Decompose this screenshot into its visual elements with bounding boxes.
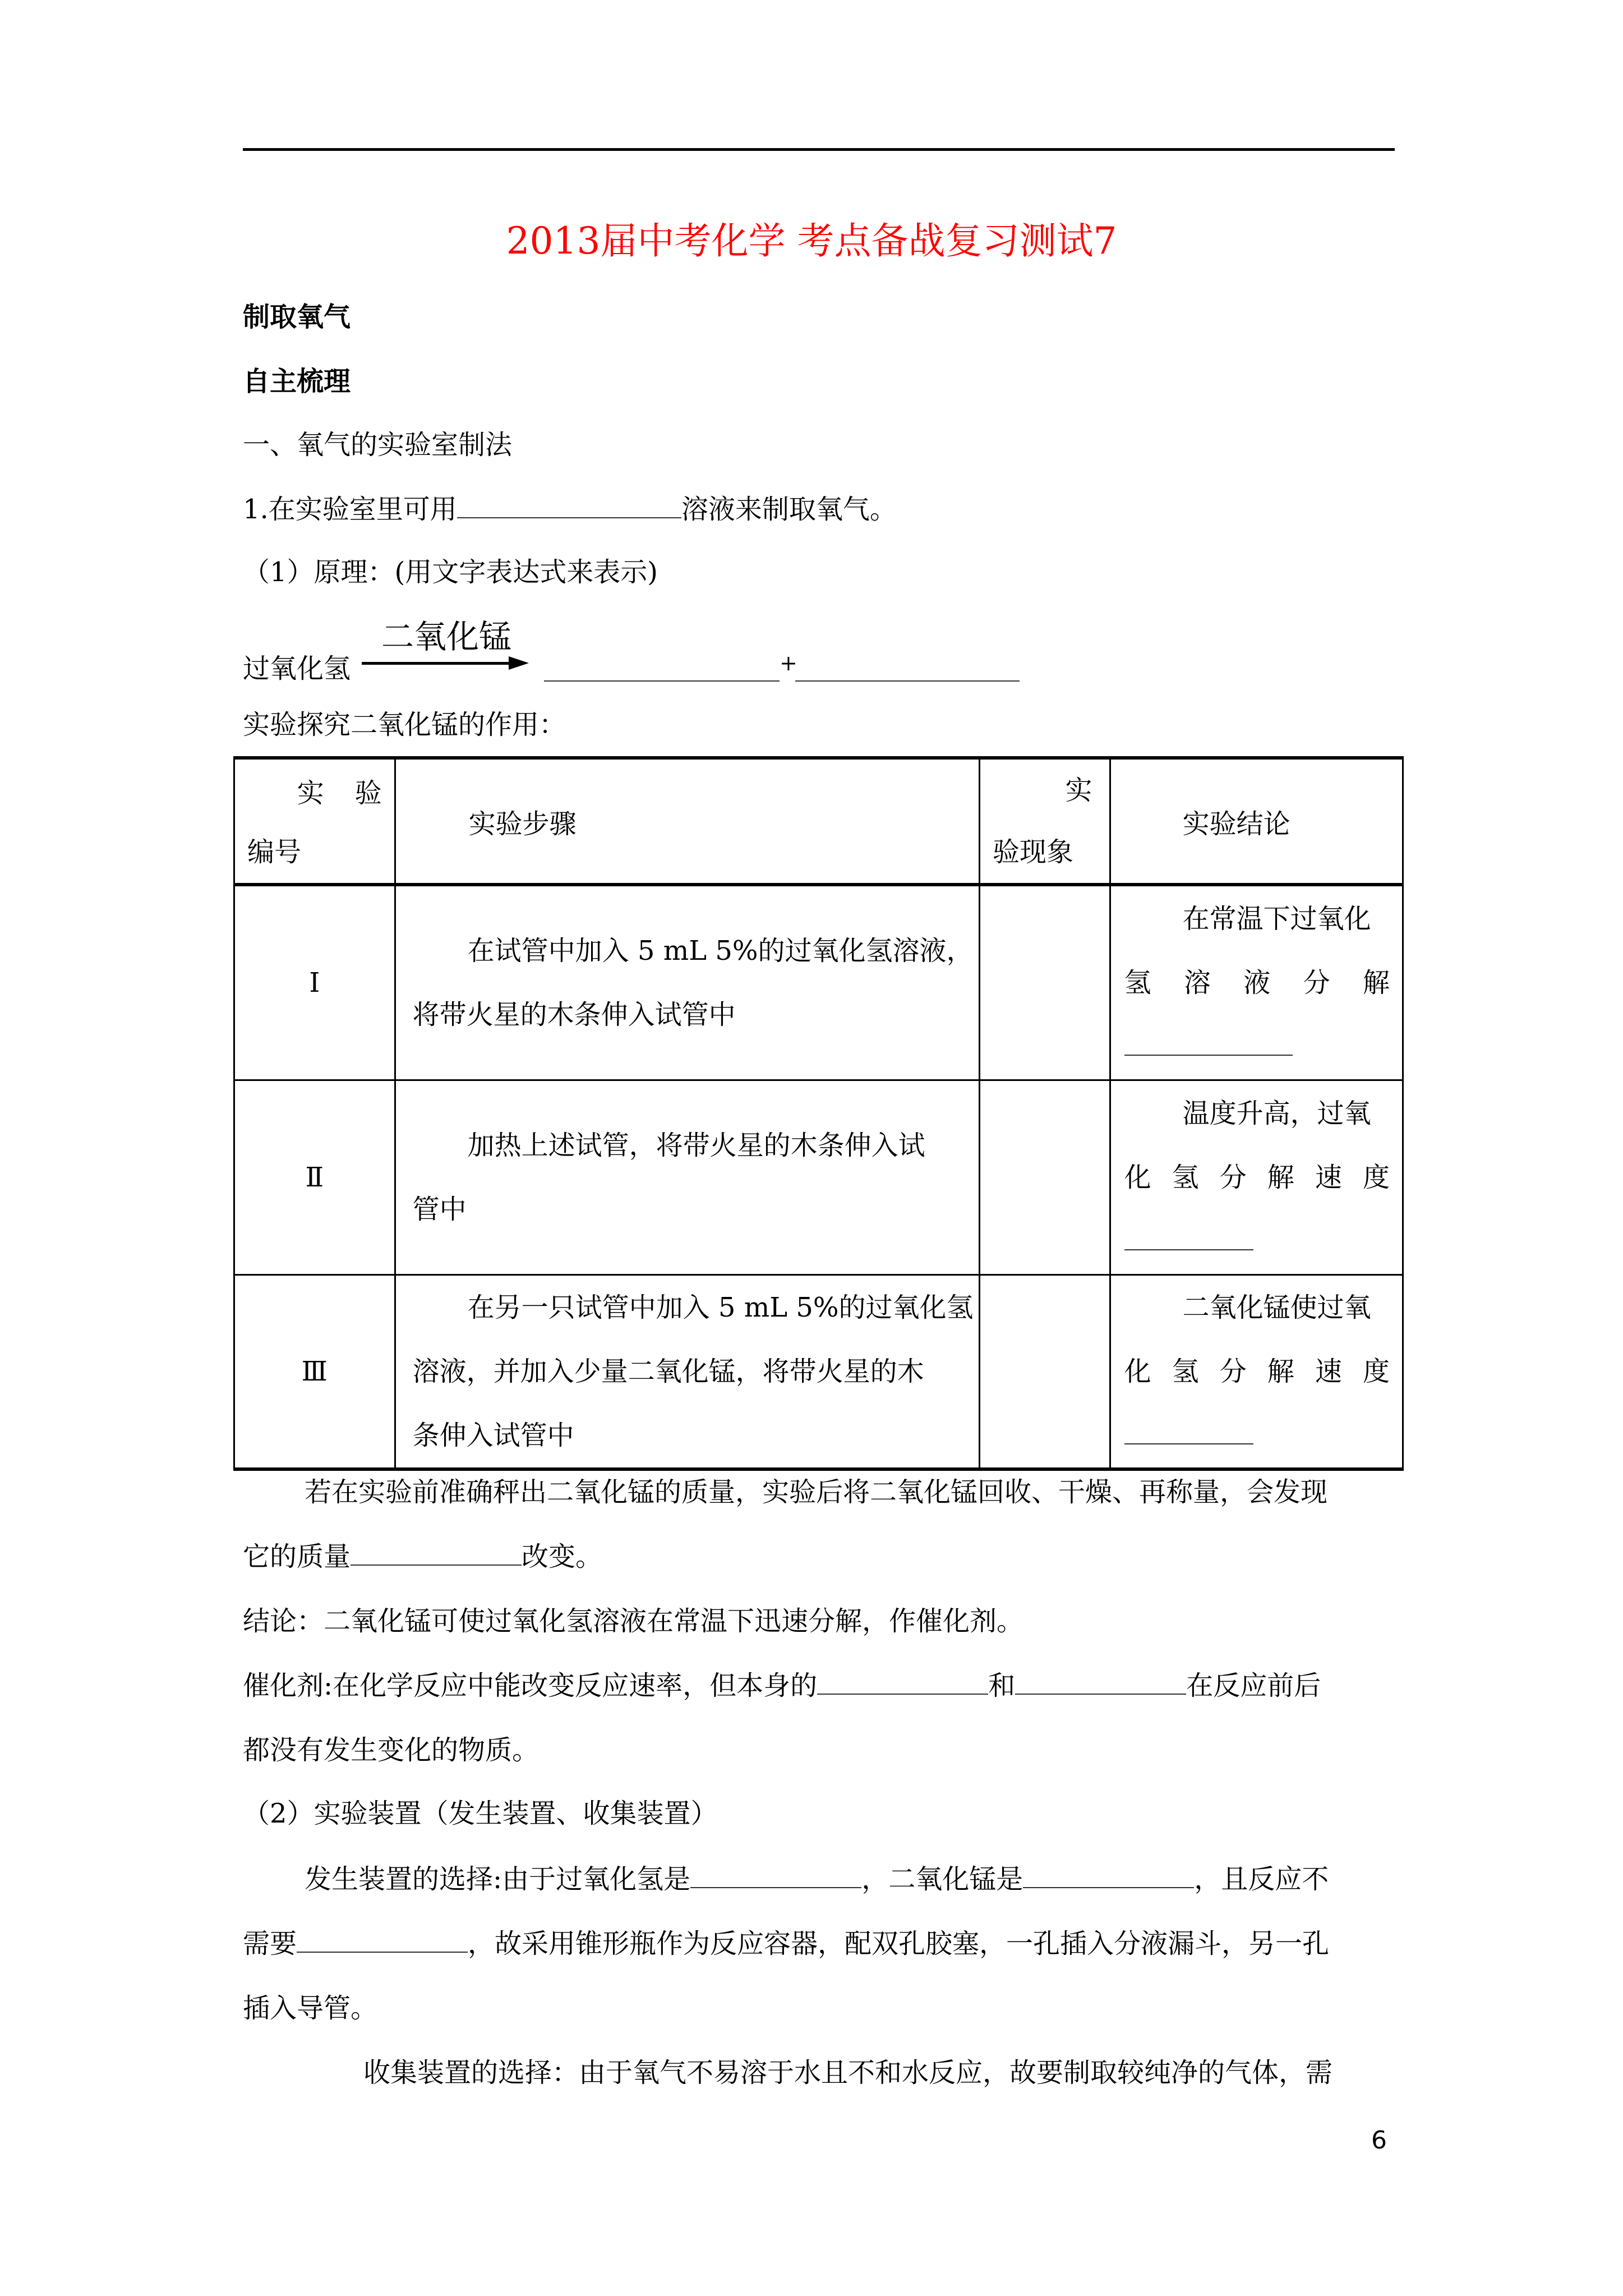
header-steps-label: 实验步骤 (468, 808, 577, 840)
conclusion-char: 化 (1124, 1161, 1151, 1193)
conclusion-char: 化 (1124, 1355, 1151, 1387)
header-conclusion-label: 实验结论 (1182, 808, 1290, 840)
section-heading: 制取氧气 (243, 301, 351, 333)
step-line: 在试管中加入 5 mL 5%的过氧化氢溶液， (467, 935, 974, 967)
equation-plus: + (780, 651, 797, 675)
principle-label: （1）原理：(用文字表达式来表示) (243, 556, 658, 588)
row-id: Ⅰ (234, 885, 395, 1080)
header-id (234, 758, 395, 885)
header-conclusion (1110, 758, 1403, 885)
generator-text: 发生装置的选择:由于过氧化氢是 (305, 1864, 691, 1895)
q1-answer-blank[interactable] (457, 493, 681, 518)
conclusion-char: 速 (1315, 1355, 1342, 1387)
explore-label: 实验探究二氧化锰的作用： (243, 709, 566, 740)
part-one-heading: 一、氧气的实验室制法 (243, 429, 513, 461)
row-id: Ⅱ (234, 1080, 395, 1274)
experiment-table (233, 756, 1404, 1471)
conclusion-blank[interactable] (1124, 1225, 1253, 1250)
catalyst-definition (243, 1669, 1321, 1703)
conclusion-char: 氢 (1172, 1355, 1199, 1387)
step-line: 加热上述试管，将带火星的木条伸入试 (467, 1129, 925, 1161)
step-line: 溶液，并加入少量二氧化锰，将带火星的木 (412, 1355, 924, 1387)
table-header-row (234, 758, 1403, 885)
header-id-char: 验 (354, 777, 382, 809)
header-phenomenon (980, 758, 1110, 885)
mass-para-line1: 若在实验前准确秤出二氧化锰的质量，实验后将二氧化锰回收、干燥、再称量，会发现 (305, 1476, 1328, 1508)
row-conclusion (1110, 1274, 1403, 1469)
conclusion-blank[interactable] (1124, 1419, 1253, 1444)
row-steps (395, 1274, 979, 1469)
generator-blank-2[interactable] (1023, 1862, 1194, 1888)
generator-para-line3: 插入导管。 (243, 1993, 378, 2024)
row-steps (395, 885, 979, 1080)
header-id-char: 实 (297, 777, 324, 809)
conclusion-line (1111, 951, 1402, 1015)
header-id-line2: 编号 (247, 836, 302, 868)
row-phenomenon[interactable] (980, 885, 1110, 1080)
q1-suffix: 溶液来制取氧气。 (681, 494, 897, 525)
product-1-blank[interactable] (544, 655, 780, 682)
conclusion-line: 二氧化锰使过氧 (1182, 1291, 1371, 1323)
conclusion-char: 溶 (1183, 967, 1211, 999)
generator-text: ，且反应不 (1194, 1864, 1329, 1895)
generator-blank-1[interactable] (690, 1862, 861, 1888)
mass-para-line2 (243, 1540, 602, 1573)
catalyst-definition-line2: 都没有发生变化的物质。 (243, 1734, 540, 1766)
conclusion-text: 结论：二氧化锰可使过氧化氢溶液在常温下迅速分解，作催化剂。 (243, 1605, 1024, 1637)
step-line: 条伸入试管中 (412, 1419, 574, 1451)
product-2-blank[interactable] (795, 655, 1020, 682)
document-title: 2013届中考化学 考点备战复习测试7 (506, 219, 1117, 263)
step-line: 在另一只试管中加入 5 mL 5%的过氧化氢 (467, 1291, 974, 1323)
row-steps (395, 1080, 979, 1274)
mass-blank[interactable] (351, 1540, 522, 1566)
catalyst-label: 二氧化锰 (381, 618, 512, 656)
catalyst-blank-1[interactable] (817, 1669, 988, 1695)
table-row (234, 1274, 1403, 1469)
collector-para: 收集装置的选择：由于氧气不易溶于水且不和水反应，故要制取较纯净的气体，需 (363, 2057, 1333, 2088)
arrow-shaft (362, 662, 524, 665)
subsection-heading: 自主梳理 (243, 366, 351, 397)
header-rule (243, 148, 1395, 151)
conclusion-char: 解 (1267, 1355, 1294, 1387)
catalyst-blank-2[interactable] (1015, 1669, 1186, 1695)
table-row (234, 885, 1403, 1080)
catalyst-prefix: 催化剂:在化学反应中能改变反应速率，但本身的 (243, 1670, 818, 1701)
conclusion-char: 解 (1267, 1161, 1294, 1193)
mass-prefix: 它的质量 (243, 1541, 351, 1572)
row-id: Ⅲ (234, 1274, 395, 1469)
conclusion-char: 液 (1243, 967, 1271, 999)
header-phenomenon-line1: 实 (1065, 775, 1092, 806)
page-number: 6 (1371, 2126, 1387, 2155)
conclusion-char: 度 (1362, 1161, 1390, 1193)
generator-blank-3[interactable] (297, 1927, 468, 1953)
generator-text: 需要 (243, 1928, 297, 1959)
q1-prefix: 1.在实验室里可用 (243, 494, 457, 525)
conclusion-line: 温度升高，过氧 (1182, 1097, 1371, 1129)
equation-reactant: 过氧化氢 (243, 653, 351, 684)
conclusion-blank[interactable] (1124, 1030, 1293, 1056)
catalyst-suffix: 在反应前后 (1186, 1670, 1321, 1701)
generator-text: ，故采用锥形瓶作为反应容器，配双孔胶塞，一孔插入分液漏斗，另一孔 (468, 1928, 1330, 1959)
question-1 (243, 493, 897, 526)
conclusion-char: 速 (1315, 1161, 1342, 1193)
header-phenomenon-line2: 验现象 (993, 836, 1074, 868)
conclusion-line (1111, 1145, 1402, 1209)
row-phenomenon[interactable] (980, 1274, 1110, 1469)
conclusion-char: 分 (1219, 1355, 1247, 1387)
row-conclusion (1110, 1080, 1403, 1274)
conclusion-char: 分 (1219, 1161, 1247, 1193)
row-phenomenon[interactable] (980, 1080, 1110, 1274)
conclusion-line: 在常温下过氧化 (1182, 903, 1371, 935)
apparatus-label: （2）实验装置（发生装置、收集装置） (243, 1798, 718, 1829)
row-conclusion (1110, 885, 1403, 1080)
step-line: 将带火星的木条伸入试管中 (412, 999, 736, 1030)
conclusion-line (1111, 1340, 1402, 1404)
conclusion-char: 度 (1362, 1355, 1390, 1387)
table-row (234, 1080, 1403, 1274)
generator-text: ，二氧化锰是 (861, 1864, 1023, 1895)
generator-para-line2 (243, 1927, 1329, 1961)
conclusion-char: 氢 (1124, 967, 1151, 999)
mass-suffix: 改变。 (522, 1541, 603, 1572)
reaction-arrow (362, 617, 541, 673)
step-line: 管中 (412, 1193, 467, 1225)
arrow-right-icon (509, 656, 529, 670)
conclusion-char: 解 (1362, 967, 1390, 999)
conclusion-char: 分 (1303, 967, 1330, 999)
header-steps (395, 758, 979, 885)
generator-para-line1 (305, 1862, 1329, 1896)
conclusion-char: 氢 (1172, 1161, 1199, 1193)
catalyst-middle: 和 (988, 1670, 1016, 1701)
